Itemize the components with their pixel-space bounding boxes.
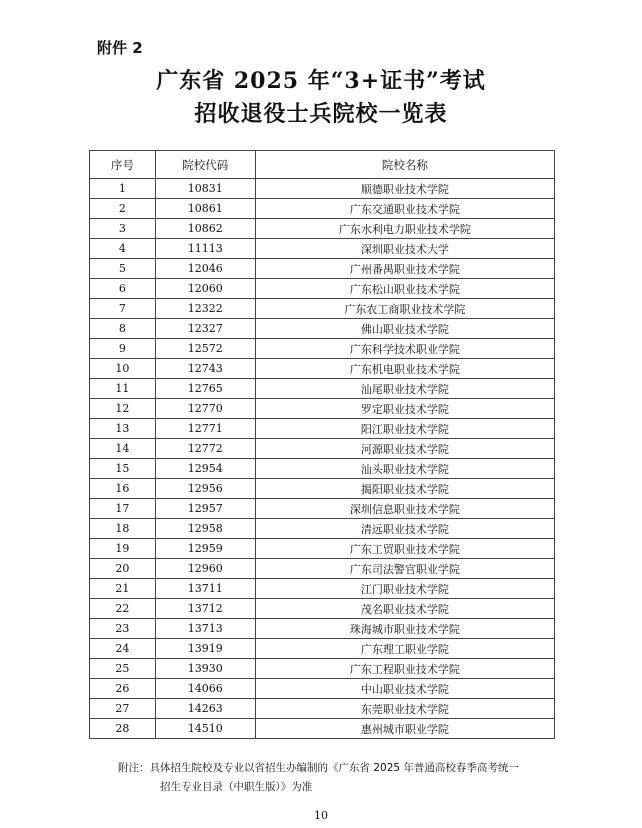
table-row	[90, 539, 555, 559]
cell-index: 21	[90, 579, 156, 599]
cell-index: 1	[90, 179, 156, 199]
table-row	[90, 179, 555, 199]
cell-code: 12060	[155, 279, 255, 299]
cell-index: 24	[90, 639, 156, 659]
table-row	[90, 239, 555, 259]
cell-code: 12765	[155, 379, 255, 399]
cell-code: 11113	[155, 239, 255, 259]
cell-index: 9	[90, 339, 156, 359]
table-row	[90, 639, 555, 659]
cell-school-name: 顺德职业技术学院	[255, 179, 554, 199]
cell-index: 18	[90, 519, 156, 539]
cell-index: 26	[90, 679, 156, 699]
cell-code: 14066	[155, 679, 255, 699]
cell-code: 12956	[155, 479, 255, 499]
cell-code: 12572	[155, 339, 255, 359]
header-code: 院校代码	[155, 151, 255, 179]
cell-index: 25	[90, 659, 156, 679]
cell-code: 12959	[155, 539, 255, 559]
cell-code: 12743	[155, 359, 255, 379]
table-row	[90, 699, 555, 719]
cell-school-name: 广州番禺职业技术学院	[255, 259, 554, 279]
cell-school-name: 珠海城市职业技术学院	[255, 619, 554, 639]
schools-table	[89, 150, 555, 739]
cell-code: 12958	[155, 519, 255, 539]
cell-school-name: 东莞职业技术学院	[255, 699, 554, 719]
cell-index: 22	[90, 599, 156, 619]
cell-index: 15	[90, 459, 156, 479]
table-row	[90, 439, 555, 459]
cell-code: 13930	[155, 659, 255, 679]
table-row	[90, 299, 555, 319]
table-row	[90, 419, 555, 439]
table-row	[90, 259, 555, 279]
cell-index: 11	[90, 379, 156, 399]
cell-code: 12771	[155, 419, 255, 439]
cell-school-name: 清远职业技术学院	[255, 519, 554, 539]
cell-code: 12954	[155, 459, 255, 479]
cell-school-name: 广东工程职业技术学院	[255, 659, 554, 679]
table-row	[90, 339, 555, 359]
cell-school-name: 广东科学技术职业学院	[255, 339, 554, 359]
cell-school-name: 罗定职业技术学院	[255, 399, 554, 419]
cell-index: 8	[90, 319, 156, 339]
cell-school-name: 深圳职业技术大学	[255, 239, 554, 259]
table-row	[90, 659, 555, 679]
cell-school-name: 中山职业技术学院	[255, 679, 554, 699]
cell-school-name: 广东交通职业技术学院	[255, 199, 554, 219]
cell-code: 14263	[155, 699, 255, 719]
footnote	[118, 759, 568, 797]
cell-index: 19	[90, 539, 156, 559]
cell-index: 28	[90, 719, 156, 739]
cell-school-name: 深圳信息职业技术学院	[255, 499, 554, 519]
cell-index: 12	[90, 399, 156, 419]
cell-code: 12327	[155, 319, 255, 339]
cell-school-name: 广东机电职业技术学院	[255, 359, 554, 379]
cell-code: 13713	[155, 619, 255, 639]
table-row	[90, 599, 555, 619]
table-row	[90, 719, 555, 739]
cell-school-name: 广东水利电力职业技术学院	[255, 219, 554, 239]
page-number: 10	[314, 809, 328, 822]
cell-code: 13711	[155, 579, 255, 599]
table-row	[90, 459, 555, 479]
footnote-line1: 附注：具体招生院校及专业以省招生办编制的《广东省 2025 年普通高校春季高考统一	[118, 762, 519, 774]
cell-school-name: 广东工贸职业技术学院	[255, 539, 554, 559]
table-row	[90, 579, 555, 599]
table-row	[90, 199, 555, 219]
cell-index: 14	[90, 439, 156, 459]
cell-school-name: 惠州城市职业学院	[255, 719, 554, 739]
cell-school-name: 茂名职业技术学院	[255, 599, 554, 619]
header-name: 院校名称	[255, 151, 554, 179]
cell-index: 3	[90, 219, 156, 239]
cell-code: 10861	[155, 199, 255, 219]
cell-index: 10	[90, 359, 156, 379]
table-row	[90, 479, 555, 499]
table-row	[90, 679, 555, 699]
table-row	[90, 279, 555, 299]
cell-index: 5	[90, 259, 156, 279]
cell-school-name: 江门职业技术学院	[255, 579, 554, 599]
table-row	[90, 219, 555, 239]
cell-index: 6	[90, 279, 156, 299]
cell-school-name: 汕头职业技术学院	[255, 459, 554, 479]
cell-index: 17	[90, 499, 156, 519]
header-index: 序号	[90, 151, 156, 179]
cell-school-name: 汕尾职业技术学院	[255, 379, 554, 399]
footnote-line2: 招生专业目录（中职生版）》为准	[160, 781, 313, 793]
cell-code: 12957	[155, 499, 255, 519]
cell-index: 27	[90, 699, 156, 719]
cell-code: 14510	[155, 719, 255, 739]
table-header-row	[90, 151, 555, 179]
cell-school-name: 佛山职业技术学院	[255, 319, 554, 339]
cell-code: 13919	[155, 639, 255, 659]
cell-school-name: 广东理工职业学院	[255, 639, 554, 659]
cell-index: 20	[90, 559, 156, 579]
cell-school-name: 阳江职业技术学院	[255, 419, 554, 439]
cell-code: 12322	[155, 299, 255, 319]
cell-school-name: 揭阳职业技术学院	[255, 479, 554, 499]
cell-code: 12960	[155, 559, 255, 579]
cell-school-name: 广东司法警官职业学院	[255, 559, 554, 579]
document-title-line2: 招收退役士兵院校一览表	[194, 101, 448, 127]
cell-index: 2	[90, 199, 156, 219]
cell-code: 12770	[155, 399, 255, 419]
attachment-label: 附件 2	[97, 39, 143, 57]
table-row	[90, 399, 555, 419]
table-row	[90, 319, 555, 339]
cell-school-name: 广东农工商职业技术学院	[255, 299, 554, 319]
table-row	[90, 519, 555, 539]
cell-school-name: 河源职业技术学院	[255, 439, 554, 459]
table-row	[90, 559, 555, 579]
cell-code: 12046	[155, 259, 255, 279]
cell-index: 4	[90, 239, 156, 259]
table-row	[90, 379, 555, 399]
cell-index: 16	[90, 479, 156, 499]
table-row	[90, 619, 555, 639]
table-body	[90, 179, 555, 739]
cell-code: 10831	[155, 179, 255, 199]
cell-code: 10862	[155, 219, 255, 239]
cell-code: 13712	[155, 599, 255, 619]
cell-index: 23	[90, 619, 156, 639]
cell-index: 7	[90, 299, 156, 319]
document-title-line1: 广东省 2025 年“3+证书”考试	[156, 68, 486, 94]
cell-index: 13	[90, 419, 156, 439]
cell-code: 12772	[155, 439, 255, 459]
table-row	[90, 499, 555, 519]
cell-school-name: 广东松山职业技术学院	[255, 279, 554, 299]
table-row	[90, 359, 555, 379]
